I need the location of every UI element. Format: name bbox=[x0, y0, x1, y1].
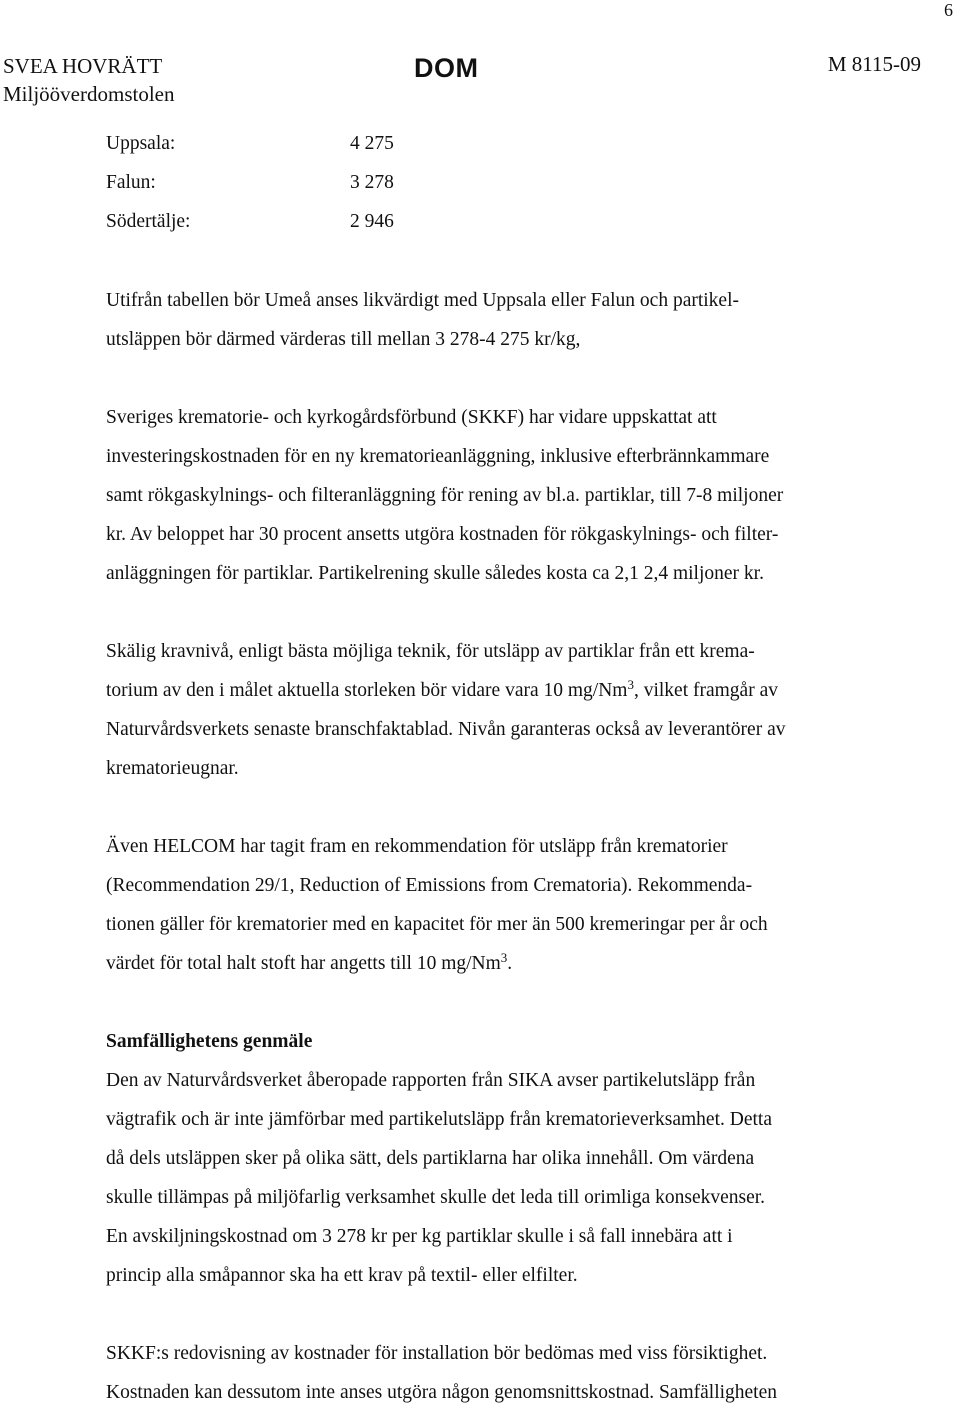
text-line: Även HELCOM har tagit fram en rekommendation för utsläpp från krematorier bbox=[106, 836, 728, 857]
text-line: (Recommendation 29/1, Reduction of Emissions from Crematoria). Rekommenda- bbox=[106, 875, 753, 896]
paragraph-samfallighet-reply bbox=[106, 1061, 906, 1295]
text-line: då dels utsläppen sker på olika sätt, dels partiklarna har olika innehåll. Om värdena bbox=[106, 1148, 755, 1169]
document-body bbox=[106, 124, 906, 1412]
document-header bbox=[3, 52, 933, 112]
text-line: torium av den i målet aktuella storleken bör vidare vara 10 mg/Nm bbox=[106, 680, 628, 701]
paragraph-skkf-estimate bbox=[106, 398, 906, 593]
court-block bbox=[3, 52, 175, 108]
text-line: . bbox=[507, 953, 513, 974]
cost-value: 2 946 bbox=[350, 211, 394, 232]
text-line: Naturvårdsverkets senaste branschfaktablad. Nivån garanteras också av leverantörer av bbox=[106, 719, 786, 740]
page-number: 6 bbox=[944, 0, 953, 20]
paragraph-bat-level bbox=[106, 632, 906, 788]
city-name: Uppsala: bbox=[106, 133, 176, 154]
text-line: investeringskostnaden för en ny krematorieanläggning, inklusive efterbrännkammare bbox=[106, 446, 770, 467]
table-row bbox=[106, 202, 394, 241]
text-line: Den av Naturvårdsverket åberopade rapporten från SIKA avser partikelutsläpp från bbox=[106, 1070, 756, 1091]
court-name: SVEA HOVRÄTT bbox=[3, 54, 163, 78]
city-name: Falun: bbox=[106, 172, 156, 193]
table-row bbox=[106, 163, 394, 202]
text-line: värdet för total halt stoft har angetts till 10 mg/Nm bbox=[106, 953, 501, 974]
paragraph-table-conclusion bbox=[106, 281, 906, 359]
text-line: kr. Av beloppet har 30 procent ansetts utgöra kostnaden för rökgaskylnings- och filter- bbox=[106, 524, 779, 545]
paragraph-helcom bbox=[106, 827, 906, 983]
table-row bbox=[106, 124, 394, 163]
cost-table bbox=[106, 124, 394, 241]
text-line: Kostnaden kan dessutom inte anses utgöra någon genomsnittskostnad. Samfälligheten bbox=[106, 1382, 778, 1403]
text-line: samt rökgaskylnings- och filteranläggning för rening av bl.a. partiklar, till 7-8 miljoner bbox=[106, 485, 784, 506]
text-line: En avskiljningskostnad om 3 278 kr per kg partiklar skulle i så fall innebära att i bbox=[106, 1226, 733, 1247]
cost-value: 3 278 bbox=[350, 172, 394, 193]
city-name: Södertälje: bbox=[106, 211, 191, 232]
court-division: Miljööverdomstolen bbox=[3, 82, 175, 106]
text-line: Sveriges krematorie- och kyrkogårdsförbund (SKKF) har vidare uppskattat att bbox=[106, 407, 717, 428]
text-line: vägtrafik och är inte jämförbar med partikelutsläpp från krematorieverksamhet. Detta bbox=[106, 1109, 772, 1130]
superscript: 3 bbox=[500, 950, 508, 965]
document-type: DOM bbox=[414, 53, 479, 83]
text-line: Utifrån tabellen bör Umeå anses likvärdigt med Uppsala eller Falun och partikel- bbox=[106, 290, 739, 311]
superscript: 3 bbox=[627, 677, 634, 692]
cost-value: 4 275 bbox=[350, 133, 394, 154]
text-line: skulle tillämpas på miljöfarlig verksamhet skulle det leda till orimliga konsekvenser. bbox=[106, 1187, 766, 1208]
text-line: Skälig kravnivå, enligt bästa möjliga teknik, för utsläpp av partiklar från ett krema- bbox=[106, 641, 755, 662]
text-line: SKKF:s redovisning av kostnader för installation bör bedömas med viss försiktighet. bbox=[106, 1343, 768, 1364]
text-line: krematorieugnar. bbox=[106, 758, 239, 779]
text-line: anläggningen för partiklar. Partikelrening skulle således kosta ca 2,1 2,4 miljoner kr. bbox=[106, 563, 764, 584]
section-heading: Samfällighetens genmäle bbox=[106, 1031, 313, 1052]
case-number: M 8115-09 bbox=[827, 52, 921, 76]
text-line: utsläppen bör därmed värderas till mellan 3 278-4 275 kr/kg, bbox=[106, 329, 581, 350]
paragraph-skkf-costs bbox=[106, 1334, 906, 1412]
text-line: tionen gäller för krematorier med en kapacitet för mer än 500 kremeringar per år och bbox=[106, 914, 768, 935]
text-line: princip alla småpannor ska ha ett krav på textil- eller elfilter. bbox=[106, 1265, 578, 1286]
text-line: , vilket framgår av bbox=[633, 680, 778, 701]
